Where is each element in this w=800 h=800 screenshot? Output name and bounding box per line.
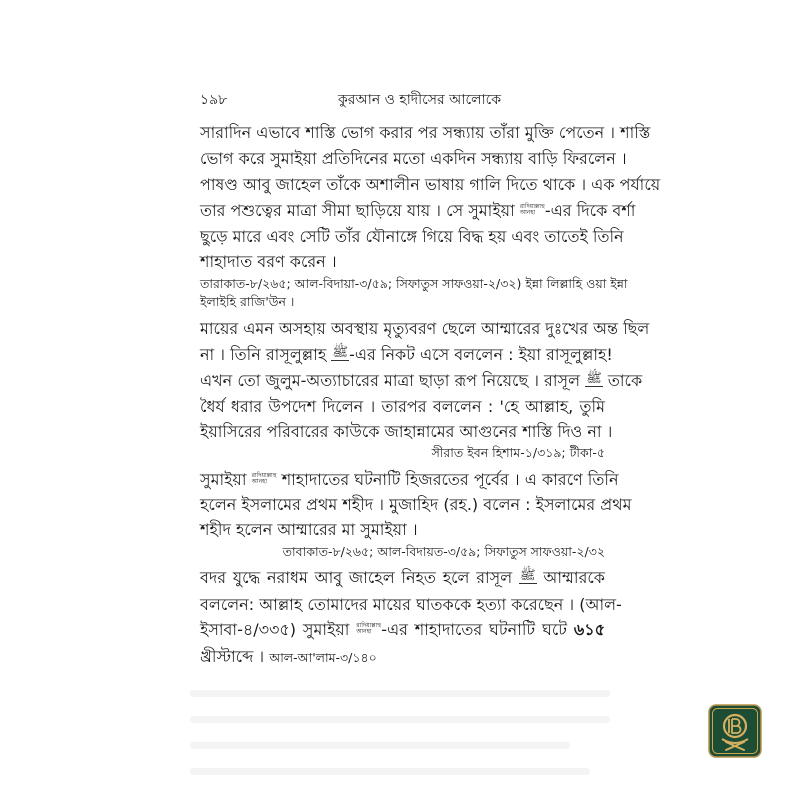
paragraph-2-line-1: মায়ের এমন অসহায় অবস্থায় মৃত্যুবরণ ছেলে আম্মারের দুঃখের অন্ত ছিল [200,319,650,338]
paragraph-1-line-4-text-a: তার পশুত্বের মাত্রা সীমা ছাড়িয়ে যায় । সে সুমাইয়া [200,201,515,220]
paragraph-2-line-3 [200,369,643,393]
paragraph-2-line-2 [200,343,613,367]
page-number: ১৯৮ [200,92,228,108]
paragraph-2-line-2-text-b: -এর নিকট এসে বললেন : ইয়া রাসূলুল্লাহ! [349,345,613,364]
running-header-title: কুরআন ও হাদীসের আলোকে [338,92,502,108]
paragraph-1-line-2: ভোগ করে সুমাইয়া প্রতিদিনের মতো একদিন সন্ধ্যায় বাড়ি ফিরলেন । [200,149,627,168]
paragraph-3-line-1 [200,468,619,492]
paragraph-1-line-1: সারাদিন এভাবে শাস্তি ভোগ করার পর সন্ধ্যায় তাঁরা মুক্তি পেতেন । শাস্তি [200,123,651,142]
paragraph-4-line-2: বললেন: আল্লাহ তোমাদের মায়ের ঘাতককে হত্যা করেছেন । (আল- [200,595,622,614]
salawat-symbol: ﷺ [586,371,602,386]
paragraph-4-line-3-text-a: ইসাবা-৪/৩৩৫) সুমাইয়া [200,620,350,639]
paragraph-2-line-2-text-a: না । তিনি রাসূলুল্লাহ [200,345,327,364]
paragraph-3-line-1-text-b: শাহাদাতের ঘটনাটি হিজরতের পূর্বের । এ কারণে তিনি [281,470,619,489]
paragraph-1-line-4-text-b: -এর দিকে বর্শা [544,201,636,220]
citation-1-line-2: ইলাইহি রাজি'উন । [200,294,295,309]
paragraph-4-line-3 [200,618,605,642]
honorific-bottom: আনহা [519,208,536,216]
paragraph-4-line-1 [200,566,605,590]
paragraph-4-line-1-text-b: আম্মারকে [543,568,605,587]
honorific-radiallahu-anha [252,473,277,485]
honorific-top: রাদিয়াল্লাহু [251,471,277,479]
honorific-top: রাদিয়াল্লাহু [519,202,545,210]
paragraph-3-line-1-text-a: সুমাইয়া [200,470,247,489]
honorific-bottom: আনহা [356,627,372,635]
honorific-top: রাদিয়াল্লাহু [356,621,382,629]
paragraph-3-line-2: হলেন ইসলামের প্রথম শহীদ । মুজাহিদ (রহ.) বলেন : ইসলামের প্রথম [200,495,632,514]
citation-4: আল-আ'লাম-৩/১৪০ [269,650,377,665]
paragraph-1-line-5: ছুড়ে মারে এবং সেটি তাঁর যৌনাঙ্গে গিয়ে বিদ্ধ হয় এবং তাতেই তিনি [200,227,624,246]
paragraph-1-line-4 [200,199,636,223]
paragraph-4-line-4 [200,645,605,669]
year-number: ৬১৫ [573,620,605,639]
paragraph-2-line-3-text-b: তাকে [607,371,643,390]
honorific-bottom: আনহা [251,477,268,485]
salawat-symbol: ﷺ [519,568,536,583]
citation-3: তাবাকাত-৮/২৬৫; আল-বিদায়ত-৩/৫৯; সিফাতুস সাফওয়া-২/৩২ [282,544,605,559]
paragraph-1-line-3: পাষণ্ড আবু জাহেল তাঁকে অশালীন ভাষায় গালি দিতে থাকে । এক পর্যায়ে [200,175,661,194]
paragraph-2-line-4: ধৈর্য ধরার উপদেশ দিলেন । তারপর বললেন : 'হে আল্লাহ, তুমি [200,397,605,416]
paragraph-2-line-5: ইয়াসিরের পরিবারের কাউকে জাহান্নামের আগুনের শাস্তি দিও না । [200,422,613,441]
citation-1-line-1: তারাকাত-৮/২৬৫; আল-বিদায়া-৩/৫৯; সিফাতুস সাফওয়া-২/৩২) ইন্না লিল্লাহি ওয়া ইন্না [200,276,628,291]
paragraph-4-line-3-text-b: -এর শাহাদাতের ঘটনাটি ঘটে [381,620,567,639]
paragraph-4-line-1-text-a: বদর যুদ্ধে নরাধম আবু জাহেল নিহত হলে রাসূল [200,568,513,587]
citation-2: সীরাত ইবন হিশাম-১/৩১৯; টীকা-৫ [431,445,605,460]
honorific-radiallahu-anha [356,623,381,635]
paragraph-2-line-3-text-a: এখন তো জুলুম-অত্যাচারের মাত্রা ছাড়া রূপ নিয়েছে । রাসূল [200,371,580,390]
salawat-symbol: ﷺ [332,345,349,360]
book-stand-emblem-icon [708,704,762,758]
honorific-radiallahu-anha [520,204,545,216]
paragraph-4-line-4-text-a: খ্রীস্টাব্দে । [200,647,265,666]
paragraph-1-line-6: শাহাদাত বরণ করেন । [200,252,337,271]
publisher-logo [708,704,762,758]
paragraph-3-line-3: শহীদ হলেন আম্মারের মা সুমাইয়া । [200,520,418,539]
